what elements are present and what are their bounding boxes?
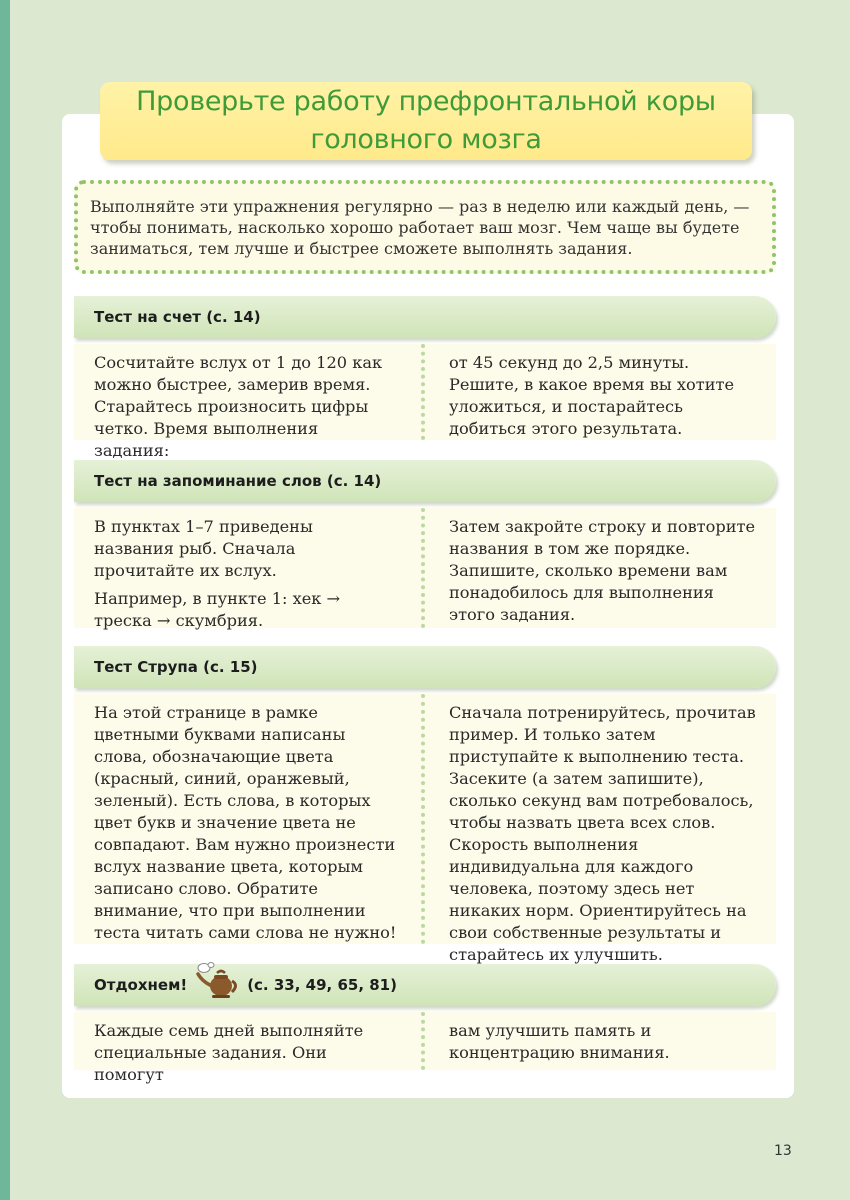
paragraph: Сосчитайте вслух от 1 до 120 как можно быстрее, замерив время. Старайтесь произносить цифры четко. Время выполнения задания:: [94, 353, 383, 460]
column-right: [425, 508, 776, 628]
section-heading-stroop-test: Тест Струпа (с. 15): [74, 646, 776, 688]
paragraph: В пунктах 1–7 приведены названия рыб. Сначала прочитайте их вслух.: [94, 517, 313, 580]
page-title-line2: головного мозга: [310, 124, 542, 155]
paragraph: Затем закройте строку и повторите названия в том же порядке. Запишите, сколько времени вам понадобилось для выполнения этого задания.: [449, 517, 756, 624]
section-heading-rest: [74, 964, 776, 1006]
paragraph: Например, в пункте 1: хек → треска → скумбрия.: [94, 589, 341, 630]
column-left: [74, 508, 425, 628]
section-heading-word-memory-test: Тест на запоминание слов (с. 14): [74, 460, 776, 502]
intro-box: Выполняйте эти упражнения регулярно — раз в неделю или каждый день, — чтобы понимать, насколько хорошо работает ваш мозг. Чем чаще вы будете заниматься, тем лучше и быстрее сможете выполнять задания.: [74, 180, 776, 274]
column-left: [74, 344, 425, 460]
column-right: [425, 1012, 776, 1070]
column-right: [425, 694, 776, 964]
section-body-rest: [74, 1012, 776, 1084]
rest-heading-pages: (с. 33, 49, 65, 81): [247, 976, 397, 994]
section-body-stroop-test: [74, 694, 776, 964]
title-box: [100, 82, 752, 160]
paragraph: На этой странице в рамке цветными буквами написаны слова, обозначающие цвета (красный, синий, оранжевый, зеленый). Есть слова, в которых цвет букв и значение цвета не совпадают. Вам нужно произнести вслух название цвета, которым записано слово. Обратите внимание, что при выполнении теста читать сами слова не нужно!: [94, 703, 397, 942]
column-left: [74, 1012, 425, 1084]
section-body-word-memory-test: [74, 508, 776, 628]
section-heading-count-test: Тест на счет (с. 14): [74, 296, 776, 338]
page-number: 13: [774, 1143, 792, 1159]
paragraph: вам улучшить память и концентрацию внимания.: [449, 1021, 670, 1062]
paragraph: Сначала потренируйтесь, прочитав пример. И только затем приступайте к выполнению теста. Засеките (а затем запишите), сколько секунд вам потребовалось, чтобы назвать цвета всех слов. Скорость выполнения индивидуальна для каждого человека, поэтому здесь нет никаких норм. Ориентируйтесь на свои собственные результаты и старайтесь их улучшить.: [449, 703, 756, 964]
left-edge-strip: [0, 0, 10, 1200]
rest-heading-label: Отдохнем!: [94, 976, 188, 994]
page-title-line1: Проверьте работу префронтальной коры: [136, 86, 716, 117]
teapot-icon: [195, 961, 241, 1001]
paragraph: от 45 секунд до 2,5 минуты. Решите, в какое время вы хотите уложиться, и постарайтесь добиться этого результата.: [449, 353, 735, 438]
column-right: [425, 344, 776, 440]
section-body-count-test: [74, 344, 776, 460]
column-left: [74, 694, 425, 944]
page-title: [136, 83, 716, 159]
paragraph: Каждые семь дней выполняйте специальные задания. Они помогут: [94, 1021, 364, 1084]
